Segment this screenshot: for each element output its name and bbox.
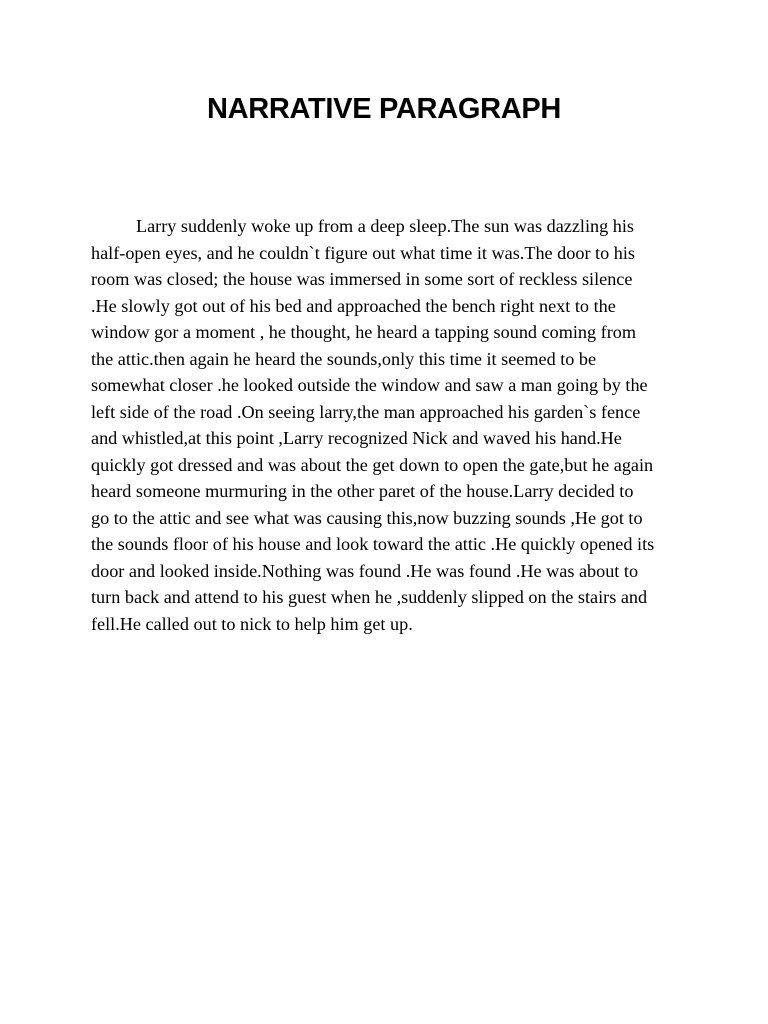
paragraph-line-9: and whistled,at this point ,Larry recognized Nick and waved his hand.He	[91, 428, 622, 448]
paragraph-line-16: fell.He called out to nick to help him get up.	[91, 613, 413, 634]
document-title: NARRATIVE PARAGRAPH	[206, 93, 562, 125]
paragraph-line-15: turn back and attend to his guest when he ,suddenly slipped on the stairs and	[91, 587, 648, 607]
paragraph-line-5: window gor a moment , he thought, he heard a tapping sound coming from	[91, 322, 637, 342]
paragraph-line-8: left side of the road .On seeing larry,the man approached his garden`s fence	[91, 401, 641, 422]
paragraph-line-14: door and looked inside.Nothing was found .He was found .He was about to	[91, 560, 639, 581]
paragraph-line-2: half-open eyes, and he couldn`t figure out what time it was.The door to his	[91, 242, 635, 263]
paragraph-line-3: room was closed; the house was immersed in some sort of reckless silence	[91, 269, 633, 289]
narrative-paragraph	[91, 213, 717, 637]
paragraph-line-12: go to the attic and see what was causing this,now buzzing sounds ,He got to	[91, 507, 643, 528]
paragraph-line-11: heard someone murmuring in the other paret of the house.Larry decided to	[91, 481, 634, 501]
paragraph-line-13: the sounds floor of his house and look toward the attic .He quickly opened its	[91, 534, 655, 554]
paragraph-line-6: the attic.then again he heard the sounds,only this time it seemed to be	[91, 348, 597, 369]
paragraph-line-7: somewhat closer .he looked outside the window and saw a man going by the	[91, 375, 648, 395]
paragraph-line-1	[91, 213, 717, 240]
paragraph-line-1-text: Larry suddenly woke up from a deep sleep.The sun was dazzling his	[136, 216, 634, 236]
paragraph-line-4: .He slowly got out of his bed and approached the bench right next to the	[91, 295, 616, 316]
paragraph-line-10: quickly got dressed and was about the get down to open the gate,but he again	[91, 454, 654, 475]
